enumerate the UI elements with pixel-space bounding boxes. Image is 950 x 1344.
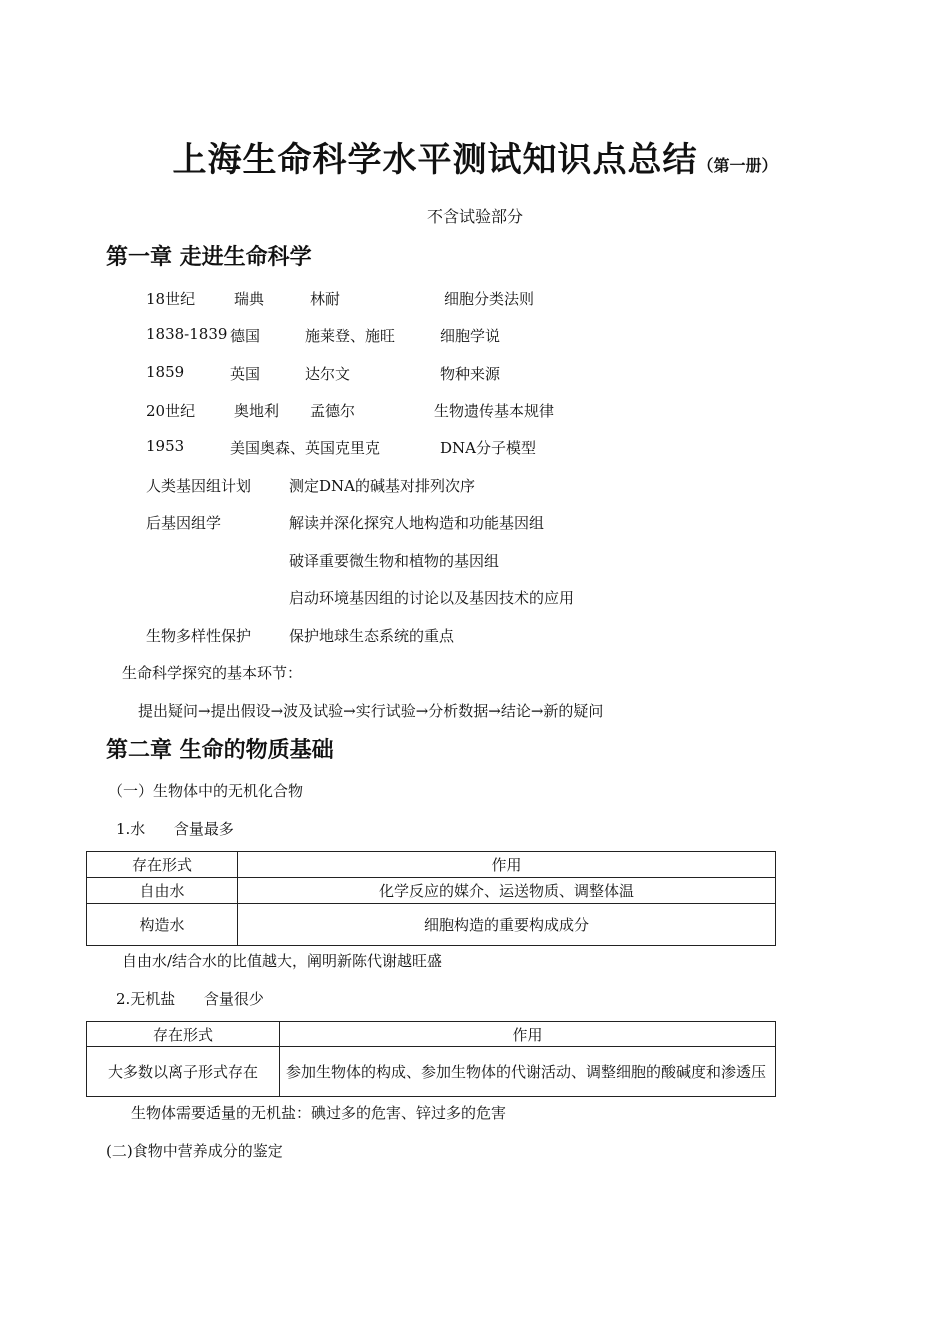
timeline-country: 瑞典 — [234, 290, 265, 308]
biodiversity-text: 保护地球生态系统的重点 — [289, 627, 455, 645]
table-cell: 参加生物体的构成、参加生物体的代谢活动、调整细胞的酸碱度和渗透压 — [280, 1047, 776, 1097]
steps-flow: 提出疑问→提出假设→波及试验→实行试验→分析数据→结论→新的疑问 — [138, 702, 604, 720]
genome-text: 测定DNA的碱基对排列次序 — [289, 477, 475, 495]
salt-table — [86, 1021, 776, 1097]
postgenome-line: 解读并深化探究人地构造和功能基因组 — [289, 514, 545, 532]
chapter2-heading: 第二章 生命的物质基础 — [106, 738, 334, 763]
timeline-country: 英国 — [230, 365, 261, 383]
salt-heading: 2.无机盐 含量很少 — [116, 990, 264, 1008]
chapter1-heading: 第一章 走进生命科学 — [106, 245, 312, 270]
table-header: 存在形式 — [87, 852, 238, 878]
timeline-time: 20世纪 — [146, 402, 196, 420]
table-cell: 构造水 — [87, 904, 238, 946]
timeline-contribution: DNA分子模型 — [440, 439, 536, 457]
timeline-country: 奥地利 — [234, 402, 280, 420]
water-heading: 1.水 含量最多 — [116, 820, 234, 838]
timeline-country: 德国 — [230, 327, 261, 345]
timeline-contribution: 生物遗传基本规律 — [434, 402, 555, 420]
timeline-time: 18世纪 — [146, 290, 196, 308]
section-heading: (二)食物中营养成分的鉴定 — [106, 1142, 283, 1160]
table-header: 作用 — [238, 852, 776, 878]
postgenome-label: 后基因组学 — [146, 514, 222, 532]
subtitle: 不含试验部分 — [426, 207, 523, 226]
page-title: 上海生命科学水平测试知识点总结（第一册） — [172, 140, 778, 180]
table-row — [87, 878, 776, 904]
timeline-country: 美国奥森、英国克里克 — [230, 439, 381, 457]
timeline-time: 1953 — [146, 437, 185, 455]
timeline-contribution: 物种来源 — [440, 365, 501, 383]
timeline-person: 施莱登、施旺 — [305, 327, 396, 345]
water-table — [86, 851, 776, 946]
timeline-person: 林耐 — [310, 290, 341, 308]
timeline-contribution: 细胞分类法则 — [444, 290, 535, 308]
title-suffix: （第一册） — [697, 156, 778, 175]
table-cell: 自由水 — [87, 878, 238, 904]
postgenome-line: 启动环境基因组的讨论以及基因技术的应用 — [289, 589, 575, 607]
table-row — [87, 904, 776, 946]
table-cell: 细胞构造的重要构成成分 — [238, 904, 776, 946]
biodiversity-label: 生物多样性保护 — [146, 627, 252, 645]
table-cell: 化学反应的媒介、运送物质、调整体温 — [238, 878, 776, 904]
genome-label: 人类基因组计划 — [146, 477, 252, 495]
water-note: 自由水/结合水的比值越大，阐明新陈代谢越旺盛 — [122, 952, 443, 970]
postgenome-line: 破译重要微生物和植物的基因组 — [289, 552, 500, 570]
timeline-time: 1859 — [146, 363, 185, 381]
timeline-contribution: 细胞学说 — [440, 327, 501, 345]
table-row — [87, 1047, 776, 1097]
section-heading: （一）生物体中的无机化合物 — [108, 782, 304, 800]
table-header: 存在形式 — [87, 1022, 280, 1047]
timeline-time: 1838-1839 — [146, 325, 228, 343]
table-header: 作用 — [280, 1022, 776, 1047]
salt-note: 生物体需要适量的无机盐：碘过多的危害、锌过多的危害 — [131, 1104, 507, 1122]
table-cell: 大多数以离子形式存在 — [87, 1047, 280, 1097]
timeline-person: 达尔文 — [305, 365, 351, 383]
timeline-person: 孟德尔 — [310, 402, 356, 420]
steps-intro: 生命科学探究的基本环节： — [122, 664, 303, 682]
